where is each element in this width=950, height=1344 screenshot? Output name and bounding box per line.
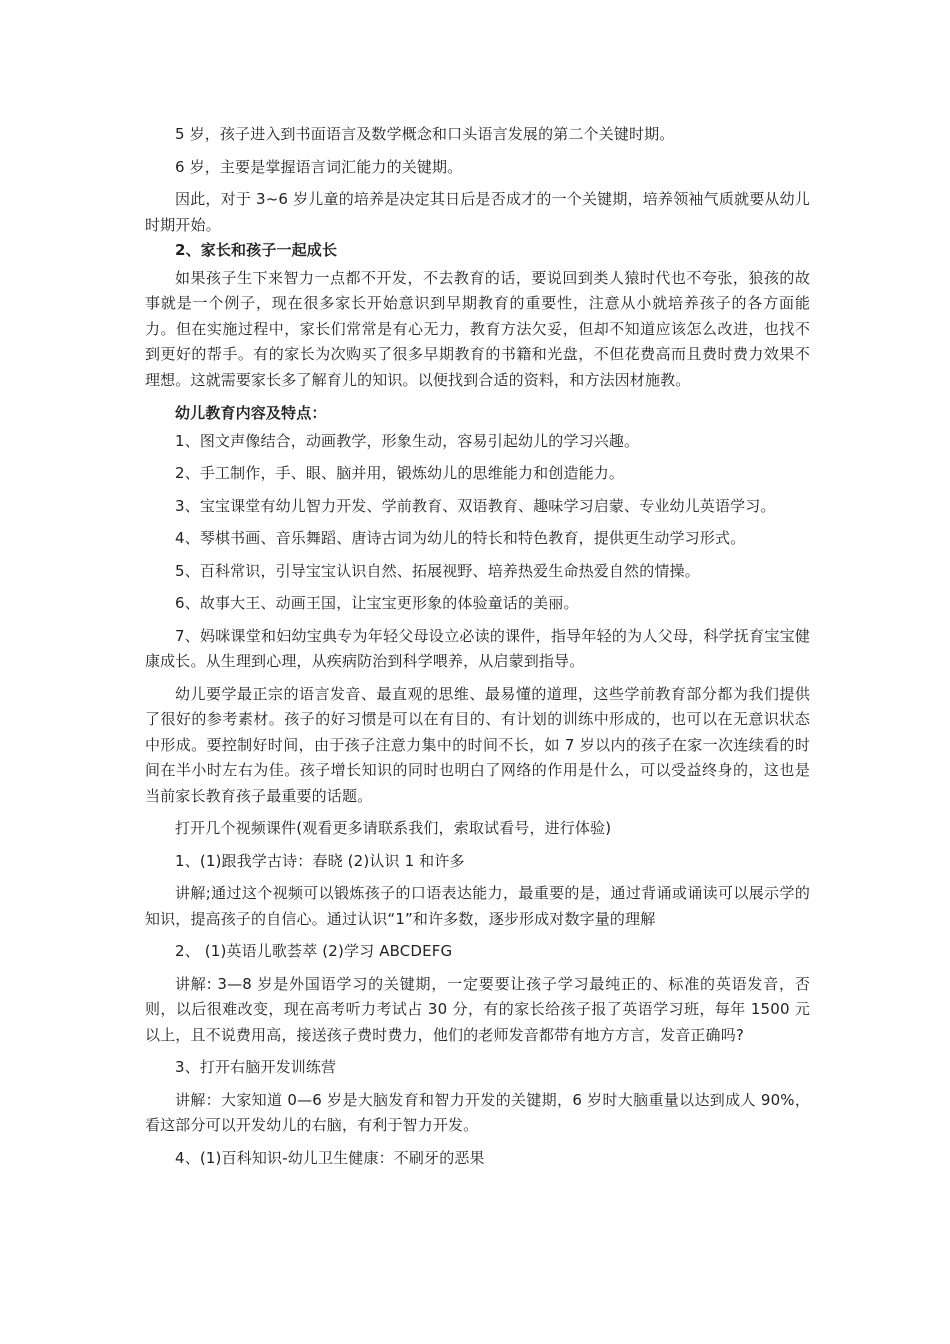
document-body [145,122,810,1178]
list-item-7: 7、妈咪课堂和妇幼宝典专为年轻父母设立必读的课件，指导年轻的为人父母，科学抚育宝宝健康成长。从生理到心理，从疾病防治到科学喂养，从启蒙到指导。 [145,626,810,670]
video-item-3: 3、打开右脑开发训练营 [175,1058,337,1076]
list-item-2: 2、手工制作，手、眼、脑并用，锻炼幼儿的思维能力和创造能力。 [175,464,625,482]
paragraph-age-6: 6 岁，主要是掌握语言词汇能力的关键期。 [175,157,463,176]
paragraph-learn: 幼儿要学最正宗的语言发音、最直观的思维、最易懂的道理，这些学前教育部分都为我们提供了很好的参考素材。孩子的好习惯是可以在有目的、有计划的训练中形成的，也可以在无意识状态中形成。要控制好时间，由于孩子注意力集中的时间不长，如 7 岁以内的孩子在家一次连续看的时间在半小时左右为佳。孩子增长知识的同时也明白了网络的作用是什么，可以受益终身的，这也是当前家长教育孩子最重要的话题。 [145,684,810,805]
video-item-1-note: 讲解;通过这个视频可以锻炼孩子的口语表达能力，最重要的是，通过背诵或诵读可以展示学的知识，提高孩子的自信心。通过认识“1”和许多数，逐步形成对数字量的理解 [145,884,810,928]
video-item-1: 1、(1)跟我学古诗：春晓 (2)认识 1 和许多 [175,851,465,870]
paragraph-intro: 如果孩子生下来智力一点都不开发，不去教育的话，要说回到类人猿时代也不夸张，狼孩的故事就是一个例子，现在很多家长开始意识到早期教育的重要性，注意从小就培养孩子的各方面能力。但在实施过程中，家长们常常是有心无力，教育方法欠妥，但却不知道应该怎么改进，也找不到更好的帮手。有的家长为次购买了很多早期教育的书籍和光盘，不但花费高而且费时费力效果不理想。这就需要家长多了解育儿的知识。以便找到合适的资料，和方法因材施教。 [145,268,810,389]
section-heading-content: 幼儿教育内容及特点： [175,404,327,422]
paragraph-age-5: 5 岁，孩子进入到书面语言及数学概念和口头语言发展的第二个关键时期。 [175,125,675,143]
section-heading-grow-together: 2、家长和孩子一起成长 [175,241,338,259]
list-item-3: 3、宝宝课堂有幼儿智力开发、学前教育、双语教育、趣味学习启蒙、专业幼儿英语学习。 [175,496,776,515]
video-item-2: 2、 (1)英语儿歌荟萃 (2)学习 ABCDEFG [175,942,453,960]
list-item-5: 5、百科常识，引导宝宝认识自然、拓展视野、培养热爱生命热爱自然的情操。 [175,561,700,580]
list-item-4: 4、琴棋书画、音乐舞蹈、唐诗古词为幼儿的特长和特色教育，提供更生动学习形式。 [175,529,746,547]
paragraph-therefore: 因此，对于 3~6 岁儿童的培养是决定其日后是否成才的一个关键期，培养领袖气质就要从幼儿时期开始。 [145,190,810,234]
video-item-3-note: 讲解：大家知道 0—6 岁是大脑发育和智力开发的关键期，6 岁时大脑重量以达到成人 90%，看这部分可以开发幼儿的右脑，有利于智力开发。 [145,1090,810,1134]
video-item-4: 4、(1)百科知识-幼儿卫生健康：不刷牙的恶果 [175,1148,485,1167]
list-item-6: 6、故事大王、动画王国，让宝宝更形象的体验童话的美丽。 [175,594,579,612]
video-item-2-note: 讲解: 3—8 岁是外国语学习的关键期，一定要要让孩子学习最纯正的、标准的英语发音，否则，以后很难改变，现在高考听力考试占 30 分，有的家长给孩子报了英语学习班，每年 1500 元以上，且不说费用高，接送孩子费时费力，他们的老师发音都带有地方方言，发音正确吗? [145,974,810,1044]
paragraph-videos: 打开几个视频课件(观看更多请联系我们，索取试看号，进行体验) [175,819,612,837]
list-item-1: 1、图文声像结合，动画教学，形象生动，容易引起幼儿的学习兴趣。 [175,431,640,450]
